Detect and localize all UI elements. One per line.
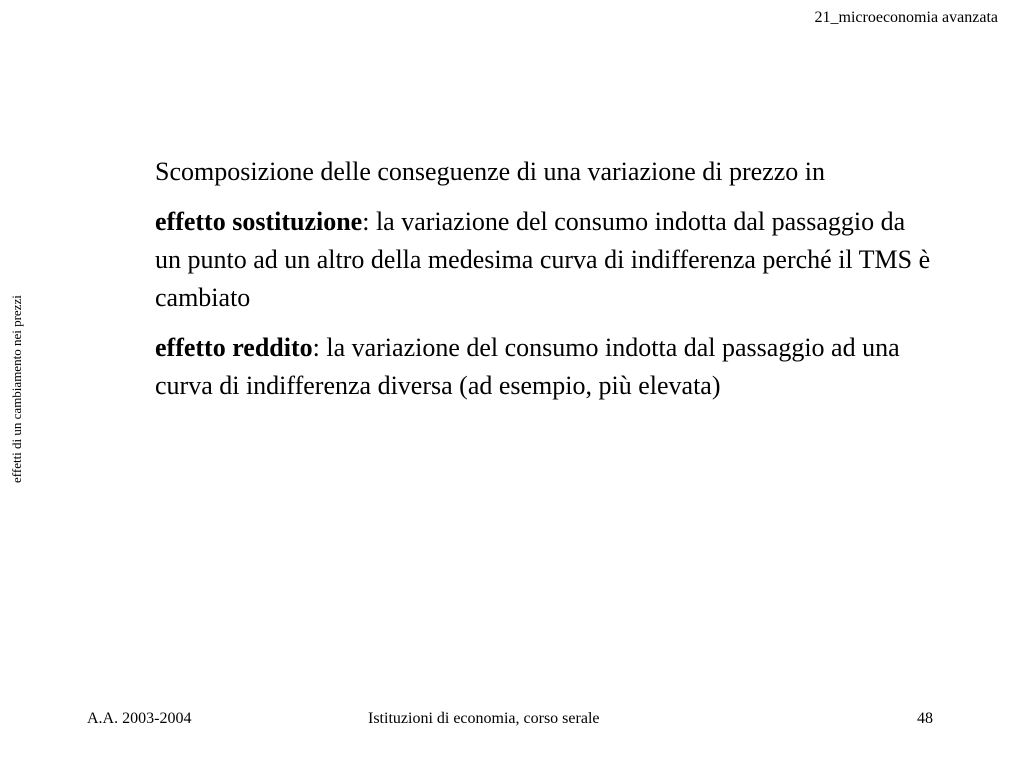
slide-side-label: effetti di un cambiamento nei prezzi — [9, 295, 24, 483]
slide-content — [155, 153, 935, 417]
footer-academic-year: A.A. 2003-2004 — [87, 710, 192, 727]
substitution-effect-definition: : la variazione del consumo indotta dal passaggio da un punto ad un altro della medesima curva di indifferenza perché il TMS è cambiato — [155, 207, 931, 312]
slide-header-title: 21_microeconomia avanzata — [814, 9, 998, 26]
footer-page-number: 48 — [917, 710, 933, 727]
income-effect-definition: : la variazione del consumo indotta dal passaggio ad una curva di indifferenza diversa (ad esempio, più elevata) — [155, 333, 900, 400]
income-effect-term: effetto reddito — [155, 333, 313, 362]
income-effect-paragraph — [155, 329, 935, 405]
substitution-effect-paragraph — [155, 203, 935, 317]
footer-course-name: Istituzioni di economia, corso serale — [368, 710, 600, 727]
intro-paragraph: Scomposizione delle conseguenze di una variazione di prezzo in — [155, 157, 825, 186]
substitution-effect-term: effetto sostituzione — [155, 207, 363, 236]
